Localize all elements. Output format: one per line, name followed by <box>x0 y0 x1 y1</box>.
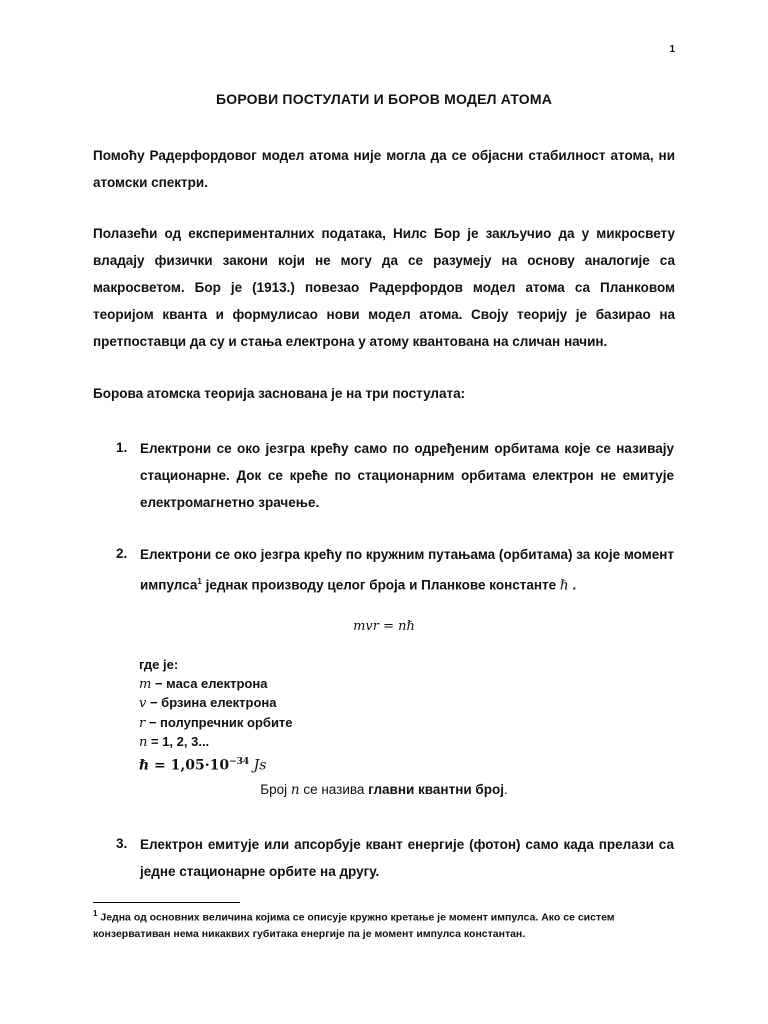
postulate-text: Електрон емитује или апсорбује квант енергије (фотон) само када прелази са једне стационарне орбите на другу. <box>140 837 674 879</box>
page-number: 1 <box>669 44 675 55</box>
footnote-ref[interactable]: 1 <box>197 577 202 586</box>
principal-quantum-number-line: Број n се назива главни квантни број. <box>260 782 508 798</box>
footnote: $^1$ Једна од основних величина којима се описује кружно кретање је момент импулса. Ако се систем конзервативан нема никаквих губитака енергије па је момент импулса константан. <box>93 909 615 940</box>
def-radius: r − полупречник орбите <box>139 714 293 731</box>
postulates-intro: Борова атомска теорија заснована је на три постулата: <box>93 386 466 401</box>
hbar-symbol: ℏ <box>559 577 569 594</box>
list-number: 3. <box>116 836 128 851</box>
postulate-text: Електрони се око језгра крећу по кружним путањама (орбитама) за које момент импулса$^1$ једнак производу целог броја и Планкове константе ℏ . <box>140 547 674 594</box>
def-mass: m − маса електрона <box>139 675 268 692</box>
intro-paragraph: Помоћу Радерфордовог модел атома није могла да се објасни стабилност атома, ни атомски спектри. <box>93 148 675 190</box>
def-planck-constant: ℏ = $1,05\cdot 10^{-34}$ Js <box>139 756 267 774</box>
def-n: n = 1, 2, 3... <box>139 734 210 750</box>
def-velocity: v − брзина електрона <box>139 695 277 711</box>
page-title: БОРОВИ ПОСТУЛАТИ И БОРОВ МОДЕЛ АТОМА <box>215 91 553 107</box>
definitions-block <box>139 656 293 775</box>
bohr-paragraph: Полазећи од експерименталних података, Нилс Бор је закључио да у микросвету владају физички закони који не могу да се разумеју на основу аналогије са макросветом. Бор је (1913.) повезао Радерфордов модел атома са Планковом теоријом кванта и формулисао нови модел атома. Своју теорију је базирао на претпоставци да су и стања електрона у атому квантована на сличан начин. <box>93 226 675 349</box>
footnote-divider <box>93 902 240 903</box>
definitions-heading: где је: <box>139 657 179 672</box>
list-number: 1. <box>116 440 128 455</box>
quantization-formula: mvr = nℏ <box>353 619 415 634</box>
postulate-text: Електрони се око језгра крећу само по одређеним орбитама које се називају стационарне. Док се креће по стационарним орбитама електрон не емитује електромагнетно зрачење. <box>140 441 674 510</box>
list-number: 2. <box>116 546 128 561</box>
